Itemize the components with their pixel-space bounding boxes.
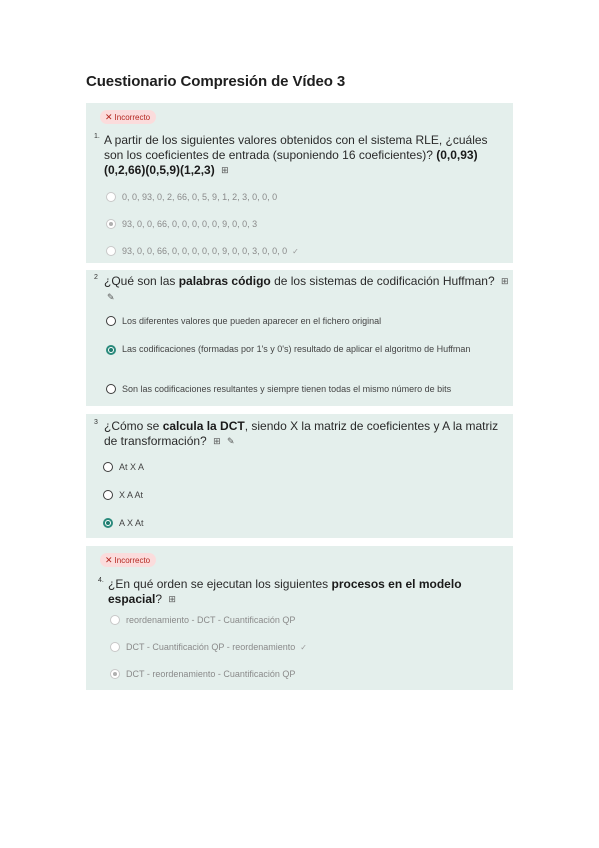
option-label: 93, 0, 0, 66, 0, 0, 0, 0, 0, 9, 0, 0, 3, 0, 0, 0: [122, 246, 288, 256]
radio-button[interactable]: [106, 219, 116, 229]
question-text-part: ¿Cómo se: [104, 419, 163, 433]
question-text-part: , siendo X la matriz de coeficientes y A la matriz de transformación?: [104, 419, 499, 448]
answer-option[interactable]: [106, 384, 451, 394]
question-card-4: [86, 546, 513, 690]
option-label: Las codificaciones (formadas por 1's y 0's) resultado de aplicar el algoritmo de Huffman: [122, 344, 471, 354]
x-icon: ✕: [105, 555, 113, 565]
question-text-part: ¿En qué orden se ejecutan los siguientes: [108, 577, 332, 591]
answer-option[interactable]: [103, 462, 144, 472]
radio-button[interactable]: [106, 246, 116, 256]
radio-button[interactable]: [106, 192, 116, 202]
answer-option[interactable]: [106, 343, 506, 356]
radio-button[interactable]: [103, 462, 113, 472]
answer-option[interactable]: [106, 246, 299, 256]
option-label: 0, 0, 93, 0, 2, 66, 0, 5, 9, 1, 2, 3, 0, 0, 0: [122, 192, 278, 202]
answer-option[interactable]: [106, 316, 381, 326]
answer-option[interactable]: [103, 490, 143, 500]
badge-label: Incorrecto: [114, 556, 151, 565]
question-number: 2: [94, 274, 98, 281]
answer-option[interactable]: [110, 669, 295, 679]
question-text: [108, 577, 509, 607]
pencil-icon[interactable]: ✎: [107, 291, 115, 302]
option-label: X A At: [119, 490, 144, 500]
radio-button[interactable]: [110, 615, 120, 625]
incorrect-badge: [100, 553, 156, 567]
answer-option[interactable]: [103, 518, 144, 528]
option-label: reordenamiento - DCT - Cuantificación QP: [126, 615, 296, 625]
incorrect-badge: [100, 110, 156, 124]
question-text: [104, 274, 509, 305]
question-text: [104, 133, 509, 178]
question-number: 3: [94, 419, 98, 426]
radio-button[interactable]: [106, 316, 116, 326]
question-text-bold: palabras código: [178, 274, 271, 288]
radio-button[interactable]: [106, 384, 116, 394]
immersive-reader-icon[interactable]: ⊞: [500, 276, 509, 287]
question-text-part: ¿Qué son las: [104, 274, 179, 288]
badge-label: Incorrecto: [114, 113, 151, 122]
radio-button[interactable]: [103, 518, 113, 528]
option-label: A X At: [119, 518, 144, 528]
immersive-reader-icon[interactable]: ⊞: [221, 165, 229, 176]
x-icon: ✕: [105, 112, 113, 122]
answer-option[interactable]: [106, 219, 257, 229]
question-text-part: de los sistemas de codificación Huffman?: [270, 274, 495, 288]
option-label: Son las codificaciones resultantes y siempre tienen todas el mismo número de bits: [122, 384, 452, 394]
immersive-reader-icon[interactable]: ⊞: [213, 436, 221, 447]
option-label: Los diferentes valores que pueden aparecer en el fichero original: [122, 316, 382, 326]
correct-check-icon: ✓: [292, 246, 299, 256]
immersive-reader-icon[interactable]: ⊞: [168, 594, 176, 605]
question-number: 1.: [94, 133, 100, 140]
option-label: At X A: [119, 462, 145, 472]
question-text-part: A partir de los siguientes valores obtenidos con el sistema RLE, ¿cuáles son los coeficientes de entrada (suponiendo 16 coeficientes)?: [104, 133, 488, 162]
question-card-2: [86, 270, 513, 406]
question-card-3: [86, 414, 513, 538]
radio-button[interactable]: [103, 490, 113, 500]
question-text-bold: (0,0,93)(0,2,66)(0,5,9)(1,2,3): [104, 148, 478, 177]
page-title: Cuestionario Compresión de Vídeo 3: [86, 73, 346, 90]
question-text-part: ?: [155, 592, 163, 606]
answer-option[interactable]: [110, 642, 307, 652]
option-label: DCT - Cuantificación QP - reordenamiento: [126, 642, 296, 652]
correct-check-icon: ✓: [300, 642, 307, 652]
question-text-bold: calcula la DCT: [162, 419, 245, 433]
question-text: [104, 419, 509, 449]
option-label: DCT - reordenamiento - Cuantificación QP: [126, 669, 296, 679]
question-card-1: [86, 103, 513, 263]
question-text-bold: procesos en el modelo espacial: [108, 577, 462, 606]
question-number: 4.: [98, 577, 104, 584]
radio-button[interactable]: [110, 669, 120, 679]
radio-button[interactable]: [106, 345, 116, 355]
answer-option[interactable]: [106, 192, 277, 202]
answer-option[interactable]: [110, 615, 295, 625]
radio-button[interactable]: [110, 642, 120, 652]
option-label: 93, 0, 0, 66, 0, 0, 0, 0, 0, 9, 0, 0, 3: [122, 219, 258, 229]
pencil-icon[interactable]: ✎: [226, 436, 235, 447]
